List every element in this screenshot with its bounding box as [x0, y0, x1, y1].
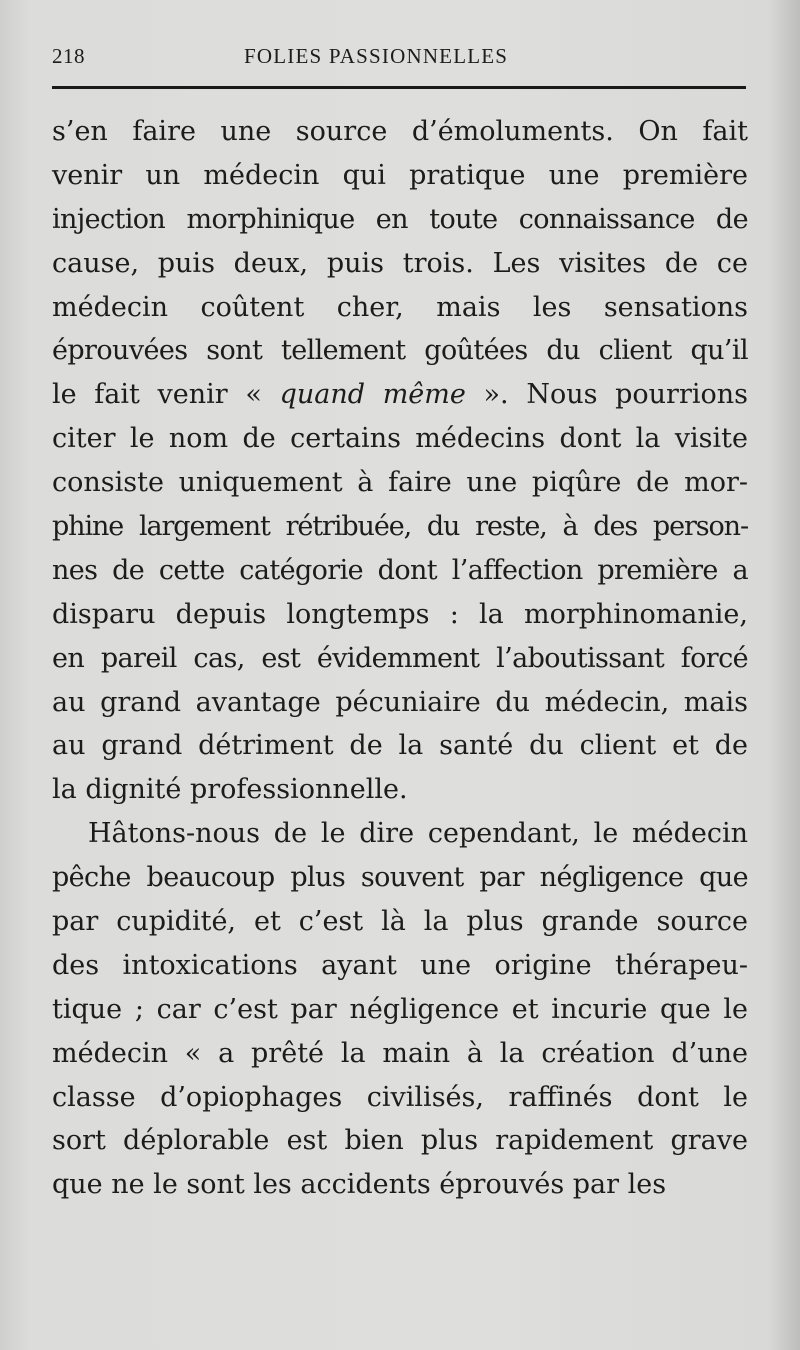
text-segment: par cupidité, et c’est là la plus grande source	[52, 906, 748, 938]
text-line	[52, 329, 748, 373]
text-segment: disparu depuis longtemps : la morphinomanie,	[52, 598, 748, 630]
text-line	[52, 286, 748, 330]
running-title: FOLIES PASSIONNELLES	[244, 44, 509, 68]
page-header	[52, 36, 744, 76]
italic-text: quand même	[279, 379, 466, 411]
text-segment: des intoxications ayant une origine thérapeu-	[52, 949, 748, 981]
text-line	[52, 373, 748, 417]
text-line	[52, 549, 748, 593]
text-line	[52, 461, 748, 505]
text-segment: la dignité professionnelle.	[52, 774, 408, 806]
text-line	[52, 900, 748, 944]
text-segment: au grand détriment de la santé du client et de	[52, 730, 748, 762]
text-line	[52, 154, 748, 198]
text-line	[52, 242, 748, 286]
text-segment: pêche beaucoup plus souvent par négligence que	[52, 862, 748, 894]
body-text	[52, 110, 748, 1207]
header-rule	[52, 86, 746, 89]
text-line	[52, 417, 748, 461]
text-segment: médecin « a prêté la main à la création d’une	[52, 1037, 748, 1069]
text-line	[52, 1119, 748, 1163]
text-segment: sort déplorable est bien plus rapidement grave	[52, 1125, 748, 1157]
page-number: 218	[52, 44, 85, 68]
text-segment: Hâtons-nous de le dire cependant, le médecin	[88, 818, 748, 850]
text-line	[52, 944, 748, 988]
text-segment: le fait venir «	[52, 379, 280, 411]
text-segment: ». Nous pourrions	[465, 379, 748, 411]
text-segment: classe d’opiophages civilisés, raffinés dont le	[52, 1081, 748, 1113]
text-segment: au grand avantage pécuniaire du médecin, mais	[52, 686, 748, 718]
text-segment: consiste uniquement à faire une piqûre de mor-	[52, 467, 748, 499]
text-segment: citer le nom de certains médecins dont la visite	[52, 423, 748, 455]
text-line	[52, 988, 748, 1032]
text-line	[52, 768, 748, 812]
text-segment: éprouvées sont tellement goûtées du client qu’il	[52, 335, 748, 367]
text-line	[52, 1163, 748, 1207]
text-segment: en pareil cas, est évidemment l’aboutissant forcé	[52, 642, 748, 674]
text-line	[52, 593, 748, 637]
text-line	[52, 681, 748, 725]
text-line	[52, 812, 748, 856]
text-line	[52, 1032, 748, 1076]
text-segment: tique ; car c’est par négligence et incurie que le	[52, 993, 748, 1025]
text-segment: médecin coûtent cher, mais les sensations	[52, 291, 748, 323]
text-segment: que ne le sont les accidents éprouvés par les	[52, 1169, 667, 1201]
text-segment: phine largement rétribuée, du reste, à des person-	[52, 511, 748, 543]
text-line	[52, 1076, 748, 1120]
text-segment: cause, puis deux, puis trois. Les visites de ce	[52, 247, 748, 279]
text-segment: s’en faire une source d’émoluments. On fait	[52, 116, 748, 147]
text-segment: venir un médecin qui pratique une première	[52, 159, 748, 191]
text-line	[52, 637, 748, 681]
text-line	[52, 505, 748, 549]
text-segment: injection morphinique en toute connaissance de	[52, 203, 748, 235]
text-line	[52, 856, 748, 900]
text-line	[52, 110, 748, 154]
text-segment: nes de cette catégorie dont l’affection première a	[52, 554, 748, 586]
text-line	[52, 724, 748, 768]
text-line	[52, 198, 748, 242]
